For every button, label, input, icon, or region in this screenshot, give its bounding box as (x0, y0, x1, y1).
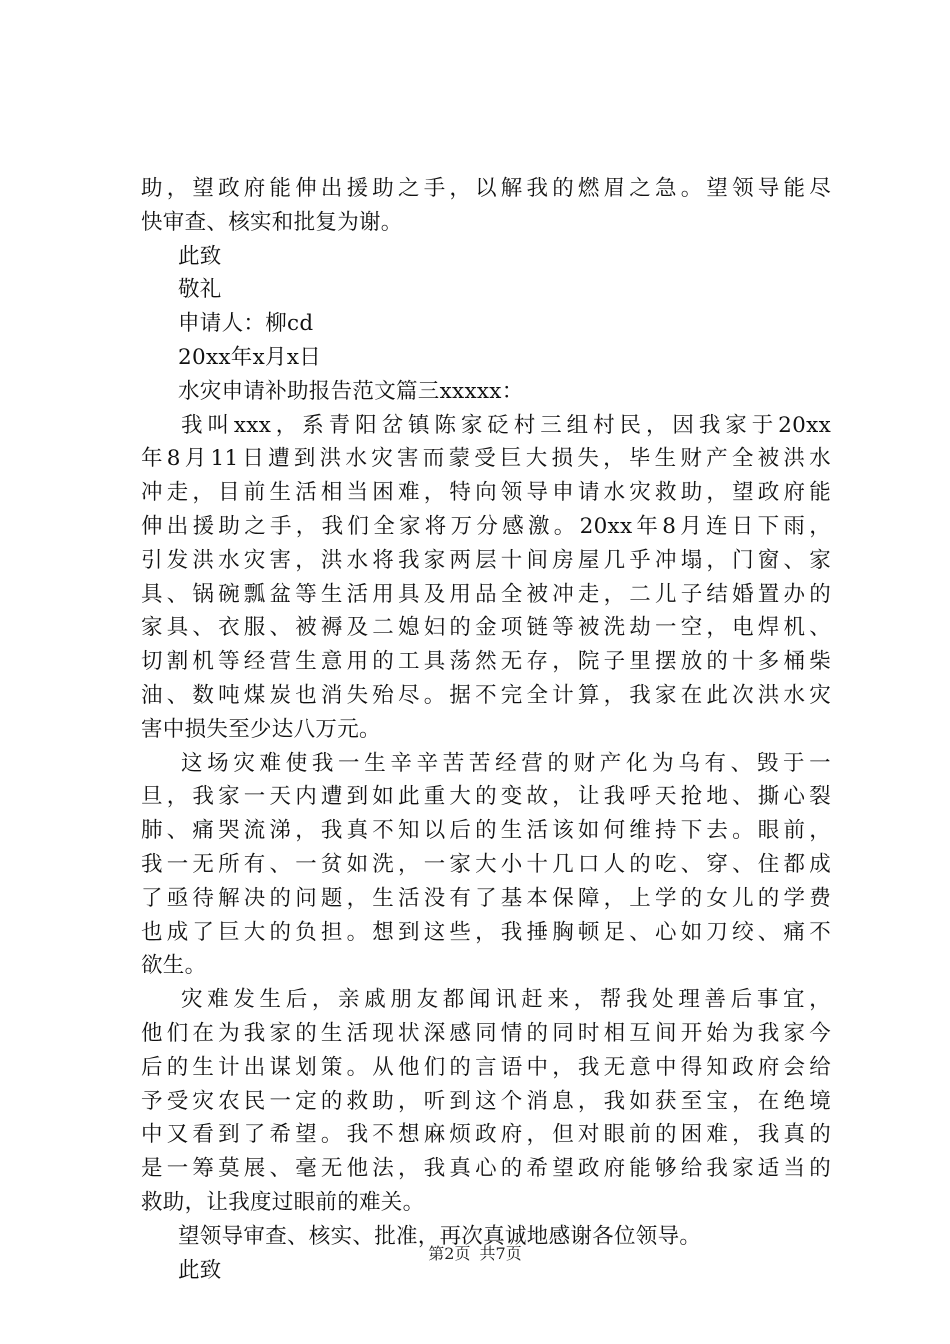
text-line: 快审查、核实和批复为谢。 (141, 209, 403, 235)
text-line: 年8月11日遭到洪水灾害而蒙受巨大损失，毕生财产全被洪水 (141, 446, 831, 472)
text-line: 也成了巨大的负担。想到这些，我捶胸顿足、心如刀绞、痛不 (141, 919, 831, 945)
text-line: 灾难发生后，亲戚朋友都闻讯赶来，帮我处理善后事宜， (181, 987, 831, 1013)
text-line: 20xx年x月x日 (178, 344, 322, 370)
text-line: 伸出援助之手，我们全家将万分感激。20xx年8月连日下雨， (141, 513, 831, 539)
page-footer: 第2页 共7页 (428, 1244, 522, 1263)
text-line: 肺、痛哭流涕，我真不知以后的生活该如何维持下去。眼前， (141, 818, 831, 844)
text-line: 引发洪水灾害，洪水将我家两层十间房屋几乎冲塌，门窗、家 (141, 547, 831, 573)
text-line: 望领导审查、核实、批准，再次真诚地感谢各位领导。 (178, 1223, 702, 1249)
text-line: 水灾申请补助报告范文篇三xxxxx： (178, 378, 524, 404)
text-line: 救助，让我度过眼前的难关。 (141, 1189, 425, 1215)
text-line: 助，望政府能伸出援助之手，以解我的燃眉之急。望领导能尽 (141, 176, 831, 201)
text-line: 害中损失至少达八万元。 (141, 716, 381, 742)
text-line: 切割机等经营生意用的工具荡然无存，院子里摆放的十多桶柴 (141, 649, 831, 675)
text-line: 旦，我家一天内遭到如此重大的变故，让我呼天抢地、撕心裂 (141, 784, 831, 810)
text-line: 予受灾农民一定的救助，听到这个消息，我如获至宝，在绝境 (141, 1088, 831, 1114)
text-line: 此致 (178, 243, 222, 269)
text-line: 欲生。 (141, 953, 207, 979)
text-line: 他们在为我家的生活现状深感同情的同时相互间开始为我家今 (141, 1020, 831, 1046)
text-line: 是一筹莫展、毫无他法，我真心的希望政府能够给我家适当的 (141, 1156, 831, 1182)
document-body (141, 172, 831, 1287)
text-line: 我叫xxx，系青阳岔镇陈家砭村三组村民，因我家于20xx (181, 412, 831, 438)
text-line: 具、锅碗瓢盆等生活用具及用品全被冲走，二儿子结婚置办的 (141, 581, 831, 607)
text-line: 这场灾难使我一生辛辛苦苦经营的财产化为乌有、毁于一 (181, 750, 831, 776)
text-line: 我一无所有、一贫如洗，一家大小十几口人的吃、穿、住都成 (141, 851, 831, 877)
text-line: 后的生计出谋划策。从他们的言语中，我无意中得知政府会给 (141, 1054, 831, 1080)
text-line: 油、数吨煤炭也消失殆尽。据不完全计算，我家在此次洪水灾 (141, 682, 831, 708)
text-line: 家具、衣服、被褥及二媳妇的金项链等被洗劫一空，电焊机、 (141, 615, 831, 641)
text-line: 了亟待解决的问题，生活没有了基本保障，上学的女儿的学费 (141, 885, 831, 911)
text-line: 敬礼 (178, 277, 222, 303)
text-line: 中又看到了希望。我不想麻烦政府，但对眼前的困难，我真的 (141, 1122, 831, 1148)
text-line: 申请人：柳cd (178, 311, 314, 337)
text-line: 此致 (178, 1257, 222, 1283)
text-line: 冲走，目前生活相当困难，特向领导申请水灾救助，望政府能 (141, 480, 831, 506)
